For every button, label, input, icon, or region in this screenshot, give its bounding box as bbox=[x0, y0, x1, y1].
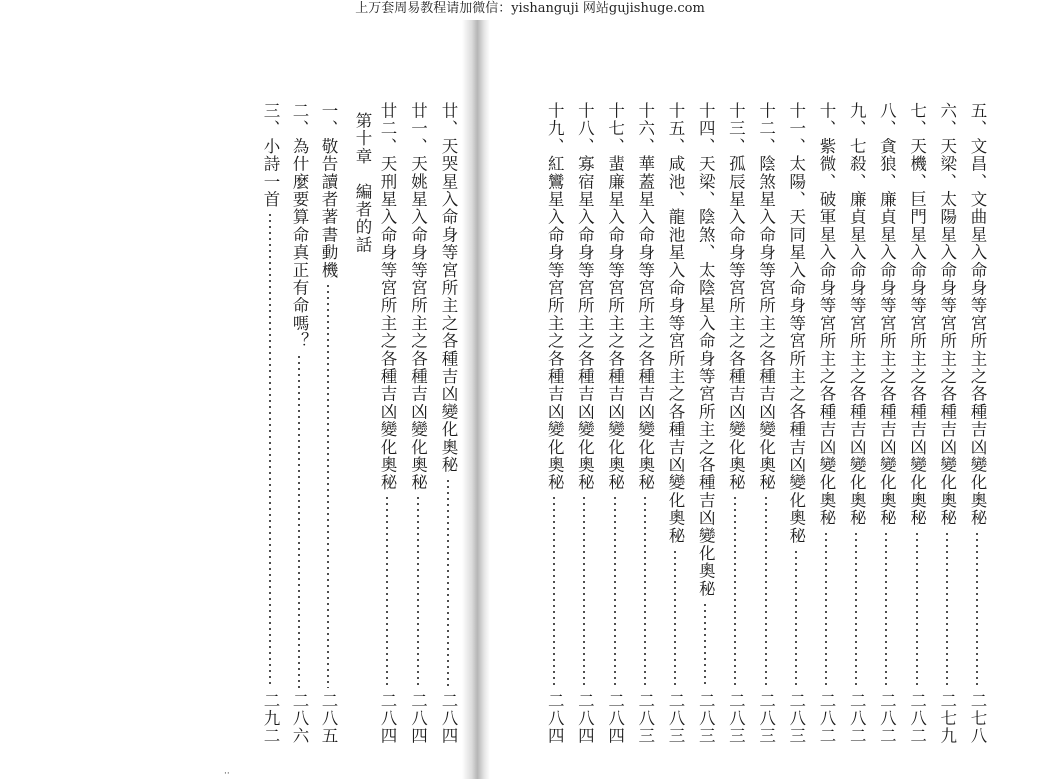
toc-entry-title: 三、小詩一首 bbox=[261, 102, 280, 209]
dot-leader bbox=[825, 531, 827, 688]
chapter-heading: 第十章 編者的話 bbox=[353, 112, 372, 254]
toc-entry-page-number: 二八三 bbox=[726, 692, 746, 745]
toc-entry bbox=[404, 102, 432, 750]
toc-entry bbox=[661, 102, 689, 750]
toc-entry-page-number: 二八三 bbox=[696, 692, 716, 745]
toc-entry bbox=[933, 102, 961, 750]
toc-entry bbox=[963, 102, 991, 750]
dot-leader bbox=[855, 531, 857, 688]
toc-entry-title: 九、七殺、廉貞星入命身等宮所主之各種吉凶變化奧秘 bbox=[847, 102, 867, 527]
toc-entry-page-number: 二八二 bbox=[847, 692, 867, 745]
dot-leader bbox=[386, 495, 388, 688]
toc-entry-title: 十八、寡宿星入命身等宮所主之各種吉凶變化奧秘 bbox=[575, 102, 595, 492]
toc-entry bbox=[631, 102, 659, 750]
toc-entry bbox=[314, 102, 342, 750]
toc-entry-title: 七、天機、巨門星入命身等宮所主之各種吉凶變化奧秘 bbox=[907, 102, 927, 527]
page-footer-mark: ·· bbox=[224, 769, 230, 779]
toc-entry bbox=[691, 102, 719, 750]
toc-entry-page-number: 二七九 bbox=[937, 692, 957, 745]
toc-entry-title: 廿一、天姚星入命身等宮所主之各種吉凶變化奧秘 bbox=[408, 102, 428, 492]
toc-entry-page-number: 二八四 bbox=[575, 692, 595, 745]
toc-entry-title: 廿二、天刑星入命身等宮所主之各種吉凶變化奧秘 bbox=[378, 102, 397, 492]
dot-leader bbox=[644, 495, 646, 688]
dot-leader bbox=[269, 212, 271, 688]
dot-leader bbox=[583, 495, 585, 688]
toc-entry-title: 八、貪狼、廉貞星入命身等宮所主之各種吉凶變化奧秘 bbox=[877, 102, 897, 527]
toc-entry-title: 二、為什麼要算命真正有命嗎？ bbox=[290, 102, 309, 350]
toc-entry bbox=[903, 102, 931, 750]
toc-entry bbox=[782, 102, 810, 750]
dot-leader bbox=[885, 531, 887, 688]
toc-entry-page-number: 二八六 bbox=[290, 692, 309, 745]
dot-leader bbox=[674, 549, 676, 689]
toc-entry-title: 十二、陰煞星入命身等宮所主之各種吉凶變化奧秘 bbox=[756, 102, 776, 492]
toc-entry-title: 十一、太陽、天同星入命身等宮所主之各種吉凶變化奧秘 bbox=[786, 102, 806, 545]
toc-entry-title: 一、敬告讀者著書動機 bbox=[319, 102, 338, 279]
toc-entry bbox=[752, 102, 780, 750]
toc-entry bbox=[434, 102, 462, 750]
toc-entry bbox=[601, 102, 629, 750]
toc-entry-page-number: 二八三 bbox=[786, 692, 806, 745]
toc-entry bbox=[842, 102, 870, 750]
dot-leader bbox=[553, 495, 555, 688]
toc-entry-title: 廿、天哭星入命身等宮所主之各種吉凶變化奧秘 bbox=[439, 102, 458, 474]
toc-entry-page-number: 二八三 bbox=[756, 692, 776, 745]
dot-leader bbox=[417, 495, 419, 688]
dot-leader bbox=[298, 354, 300, 688]
toc-entry bbox=[285, 102, 313, 750]
toc-entry-page-number: 二八四 bbox=[545, 692, 565, 745]
toc-entry-title: 十七、蜚廉星入命身等宮所主之各種吉凶變化奧秘 bbox=[605, 102, 625, 492]
toc-entry-page-number: 二八二 bbox=[877, 692, 897, 745]
toc-entry-page-number: 二八二 bbox=[817, 692, 836, 745]
toc-entry-page-number: 二九二 bbox=[261, 692, 280, 745]
toc-entry bbox=[373, 102, 401, 750]
toc-entry bbox=[812, 102, 840, 750]
dot-leader bbox=[704, 602, 706, 688]
dot-leader bbox=[916, 531, 918, 688]
dot-leader bbox=[795, 549, 797, 689]
dot-leader bbox=[447, 478, 449, 688]
toc-entry bbox=[872, 102, 900, 750]
toc-entry bbox=[721, 102, 749, 750]
toc-entry-page-number: 二八五 bbox=[319, 692, 338, 745]
toc-entry bbox=[256, 102, 284, 750]
toc-entry bbox=[570, 102, 598, 750]
toc-entry-title: 十三、孤辰星入命身等宮所主之各種吉凶變化奧秘 bbox=[726, 102, 746, 492]
toc-entry-title: 十五、咸池、龍池星入命身等宮所主之各種吉凶變化奧秘 bbox=[666, 102, 685, 545]
book-spine-shadow bbox=[462, 20, 490, 779]
toc-entry-title: 十六、華蓋星入命身等宮所主之各種吉凶變化奧秘 bbox=[635, 102, 655, 492]
toc-entry-page-number: 二八二 bbox=[907, 692, 927, 745]
toc-entry-page-number: 二八四 bbox=[605, 692, 625, 745]
dot-leader bbox=[765, 495, 767, 688]
toc-entry-page-number: 二八四 bbox=[378, 692, 397, 745]
dot-leader bbox=[976, 531, 978, 688]
toc-entry-title: 十四、天梁、陰煞、太陰星入命身等宮所主之各種吉凶變化奧秘 bbox=[696, 102, 716, 598]
toc-entry-title: 六、天梁、太陽星入命身等宮所主之各種吉凶變化奧秘 bbox=[937, 102, 957, 527]
toc-entry-page-number: 二七八 bbox=[968, 692, 987, 745]
toc-entry-page-number: 二八三 bbox=[666, 692, 685, 745]
toc-entry-title: 十、紫微、破軍星入命身等宮所主之各種吉凶變化奧秘 bbox=[817, 102, 836, 527]
toc-entry-title: 十九、紅鸞星入命身等宮所主之各種吉凶變化奧秘 bbox=[545, 102, 565, 492]
dot-leader bbox=[946, 531, 948, 688]
toc-entry-title: 五、文昌、文曲星入命身等宮所主之各種吉凶變化奧秘 bbox=[968, 102, 987, 527]
toc-entry-page-number: 二八三 bbox=[635, 692, 655, 745]
toc-entry bbox=[540, 102, 568, 750]
dot-leader bbox=[327, 283, 329, 688]
toc-entry-page-number: 二八四 bbox=[439, 692, 458, 745]
toc-entry-page-number: 二八四 bbox=[408, 692, 428, 745]
dot-leader bbox=[734, 495, 736, 688]
dot-leader bbox=[614, 495, 616, 688]
watermark-banner: 上万套周易教程请加微信：yishanguji 网站gujishuge.com bbox=[355, 1, 705, 16]
